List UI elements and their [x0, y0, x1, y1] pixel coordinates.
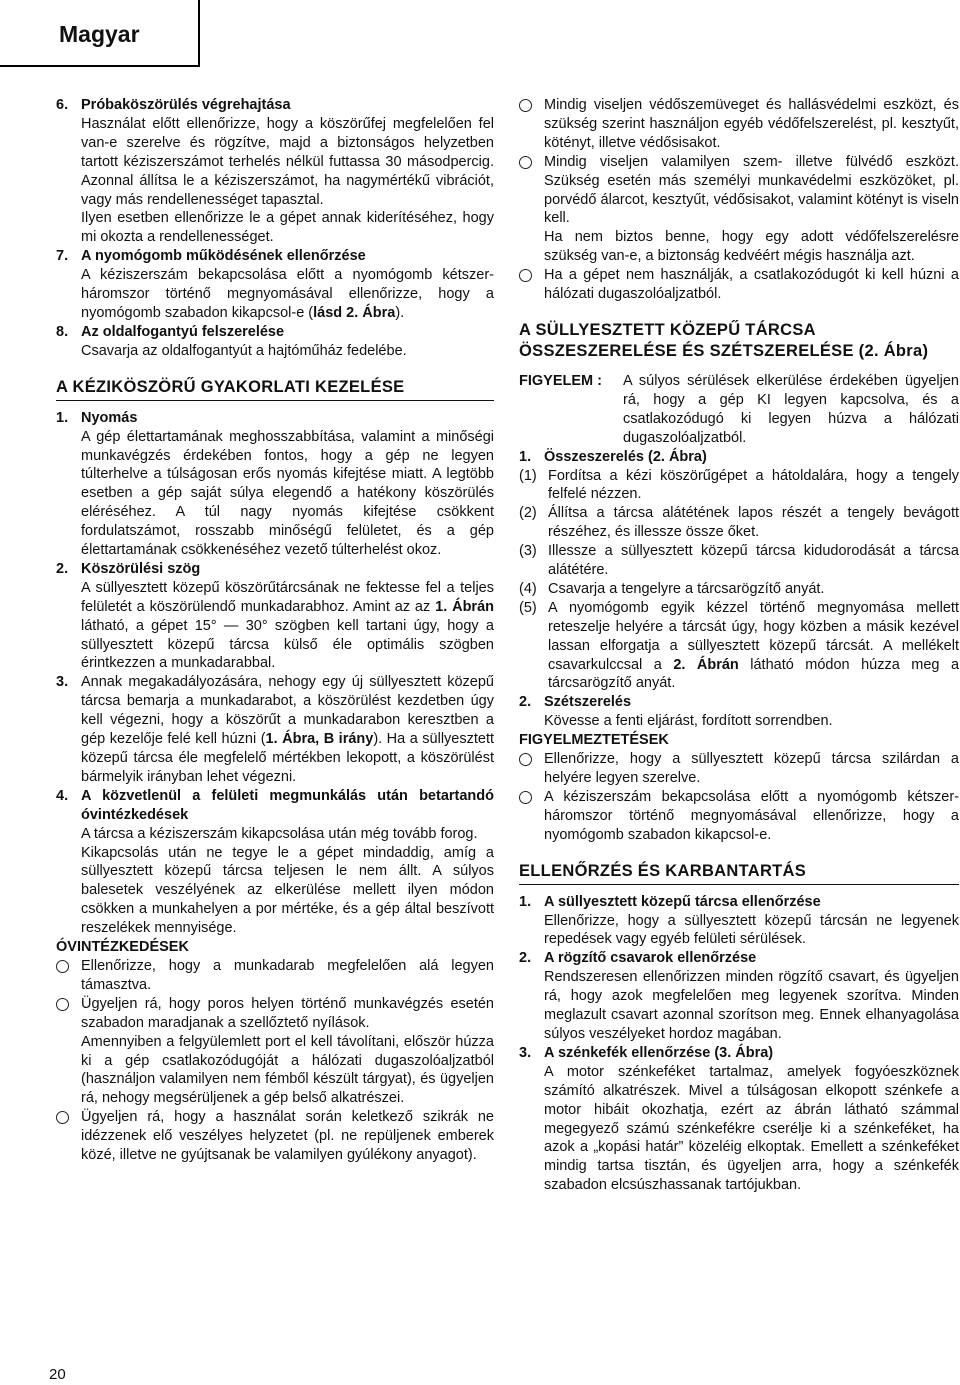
text-run: A kéziszerszám bekapcsolása előtt a nyomógomb kétszer-háromszor történő megnyomásával ellenőrizze, hogy a nyomógomb szabadon kikapcsol-e (: [81, 267, 494, 321]
circle-bullet-icon: [56, 1108, 81, 1165]
caution-item: [519, 788, 959, 845]
assembly-step: [519, 580, 959, 599]
circle-bullet-icon: [519, 96, 544, 153]
section-text: [81, 266, 494, 323]
assembly-step: [519, 542, 959, 580]
section-pressure: [56, 409, 494, 560]
step-text: Állítsa a tárcsa alátétének lapos részét a tengely bevágott részéhez, és illessze össze őket.: [548, 505, 959, 541]
safety-bullet: [519, 153, 959, 266]
caution-item: [519, 750, 959, 788]
figure-ref: 1. Ábrán: [435, 598, 495, 615]
text-run: ). Ha a süllyesztett közepű tárcsa éle megfelelő mértékben lekopott, a köszörülést bármelyik irányban lehet végezni.: [81, 731, 495, 785]
figure-ref: 2. Ábrán: [673, 656, 739, 673]
section-text: Ellenőrizze, hogy a süllyesztett közepű tárcsán ne legyenek repedések vagy egyéb felületi sérülések.: [544, 912, 959, 948]
section-title: A nyomógomb működésének ellenőrzése: [81, 248, 366, 265]
step-number: (3): [519, 543, 537, 560]
section-title: Próbaköszörülés végrehajtása: [81, 97, 291, 113]
section-disassembly: [519, 693, 959, 731]
section-number: 8.: [56, 323, 69, 340]
assembly-step: [519, 504, 959, 542]
step-text: Fordítsa a kézi köszörűgépet a hátoldalára, hogy a tengely felfelé nézzen.: [548, 467, 959, 503]
section-title: Szétszerelés: [544, 694, 632, 711]
language-tab: [0, 0, 200, 67]
heading-maintenance: ELLENŐRZÉS ÉS KARBANTARTÁS: [519, 861, 959, 885]
text-run: A nyomógomb egyik kézzel történő megnyomása mellett reteszelje helyére a tárcsát úgy, hogy közben a másik kezével lassan elforgatja a süllyesztett közepű tárcsát. A mellékelt csavarkulccsal a: [548, 599, 959, 673]
maintenance-item: [519, 893, 959, 950]
safety-text: Ha a gépet nem használják, a csatlakozódugót ki kell húzni a hálózati dugaszolóaljzatból.: [544, 267, 959, 303]
text-run: A süllyesztett közepű köszörűtárcsának ne fektesse fel a teljes felületét a köszörülendő munkadarabhoz. Amint az az: [81, 579, 494, 615]
section-title: A szénkefék ellenőrzése (3. Ábra): [544, 1044, 774, 1061]
section-number: 1.: [519, 448, 532, 465]
warning-text: A súlyos sérülések elkerülése érdekében ügyeljen rá, hogy a gép KI legyen kapcsolva, és a csatlakozódugó ki legyen húzva a hálózati dugaszolóaljzatból.: [623, 372, 959, 446]
section-text: A tárcsa a kéziszerszám kikapcsolása után még tovább forog.: [81, 825, 478, 842]
safety-bullet: [519, 266, 959, 304]
page-number: 20: [49, 1366, 66, 1383]
maintenance-item: [519, 1044, 959, 1195]
section-after-finishing: [56, 787, 494, 938]
section-text: Kikapcsolás után ne tegye le a gépet mindaddig, amíg a süllyesztett közepű tárcsa teljesen le nem állt. A súlyos balesetek veszélyének az elkerülése mellett ilyen módon csökken a munkahelyen a por mértéke, és a gép által beszívott reszelékek mennyisége.: [81, 844, 494, 937]
section-number: 1.: [56, 409, 69, 426]
section-number: 3.: [519, 1044, 532, 1061]
safety-text: Mindig viseljen védőszemüveget és hallásvédelmi eszközt, és szükség szerint használjon egyéb védőfelszerelést, pl. kesztyűt, kötényt, illetve védősisakot.: [544, 97, 959, 151]
precautions-title: ÓVINTÉZKEDÉSEK: [56, 939, 189, 956]
right-column: [519, 96, 959, 1195]
section-text: Kövesse a fenti eljárást, fordított sorrendben.: [544, 713, 833, 730]
circle-bullet-icon: [519, 266, 544, 304]
section-text: Ilyen esetben ellenőrizze le a gépet annak kiderítéséhez, hogy mi okozta a rendellenességet.: [81, 210, 494, 246]
precaution-item: [56, 1108, 494, 1165]
section-new-wheel: [56, 673, 494, 786]
assembly-step: [519, 467, 959, 505]
caution-text: A kéziszerszám bekapcsolása előtt a nyomógomb kétszer-háromszor történő megnyomásával ellenőrizze, hogy a nyomógomb szabadon kikapcsol-e.: [544, 788, 959, 843]
step-number: (4): [519, 580, 537, 597]
left-column: [56, 96, 494, 1165]
section-title: Összeszerelés (2. Ábra): [544, 448, 707, 465]
heading-assembly: A SÜLLYESZTETT KÖZEPŰ TÁRCSA ÖSSZESZERELÉSE ÉS SZÉTSZERELÉSE (2. Ábra): [519, 320, 929, 360]
step-number: (2): [519, 505, 537, 522]
text-run: látható, a gépet 15° — 30° szögben kell tartani úgy, hogy a süllyesztett közepű tárcsa külső éle optimális szögben érintkezzen a munkadarabbal.: [81, 617, 494, 672]
figure-ref: 1. Ábra, B irány: [265, 731, 374, 748]
section-text: Rendszeresen ellenőrizzen minden rögzítő csavart, és ügyeljen rá, hogy azok megfelelően meg legyenek szorítva. Minden meglazult csavart azonnal szorítson meg. Ennek elhanyagolása súlyos veszélyeket hordoz magában.: [544, 969, 959, 1042]
section-number: 4.: [56, 787, 69, 804]
section-text: A motor szénkeféket tartalmaz, amelyek fogyóeszköznek számító alkatrészek. Mivel a túlságosan elkopott szénkefe a motor hibáit okozhatja, ezért az ábrán látható számmal megegyező számú szénkefékre cserélje ki a szénkeféket, ha azok a „kopási határ” közeléig elkoptak. Emellett a szénkeféket mindig tartsa tisztán, és ügyeljen arra, hogy a szénkefék szabadon elcsúszhassanak tartójukban.: [544, 1063, 959, 1194]
section-text: Használat előtt ellenőrizze, hogy a köszörűfej megfelelően fel van-e szerelve és rögzítve, majd a biztonságos helyzetben tartott kéziszerszámot terhelés nélkül futtassa 30 másodpercig. Azonnal állítsa le a kéziszerszámot, ha nagymértékű vibrációt, vagy más rendellenességet tapasztal.: [81, 115, 494, 208]
section-number: 6.: [56, 97, 69, 113]
precaution-text: Ügyeljen rá, hogy a használat során keletkező szikrák ne idézzenek elő veszélyes helyzetet (pl. ne repüljenek emberek közé, illetve ne gyújtsanak be valamilyen gyúlékony anyagot).: [81, 1109, 494, 1164]
precaution-text: Ügyeljen rá, hogy poros helyen történő munkavégzés esetén szabadon maradjanak a szellőztető nyílások.: [81, 995, 494, 1031]
section-number: 1.: [519, 893, 532, 910]
section-text: [81, 579, 494, 674]
language-label: Magyar: [59, 21, 140, 47]
step-number: (1): [519, 467, 537, 484]
precaution-text: Amennyiben a felgyülemlett port el kell távolítani, először húzza ki a gép csatlakozódugóját a hálózati dugaszolóaljzatból (használjon valamilyen nem fémből készült tárgyat), és ügyeljen rá, nehogy megsérüljenek a gép belső alkatrészei.: [81, 1033, 494, 1107]
warning-label: FIGYELEM :: [519, 372, 602, 389]
section-number: 2.: [519, 694, 532, 711]
section-number: 2.: [56, 560, 69, 577]
section-title: A közvetlenül a felületi megmunkálás után betartandó óvintézkedések: [81, 787, 494, 823]
warning-block: [519, 372, 959, 448]
step-text: Csavarja a tengelyre a tárcsarögzítő anyát.: [548, 580, 825, 597]
precaution-text: Ellenőrizze, hogy a munkadarab megfelelően alá legyen támasztva.: [81, 957, 494, 993]
figure-ref: lásd 2. Ábra: [313, 304, 396, 321]
heading-practical-use: A KÉZIKÖSZÖRŰ GYAKORLATI KEZELÉSE: [56, 377, 494, 401]
text-run: Annak megakadályozására, nehogy egy új süllyesztett közepű tárcsa bemarja a munkadarabot, a köszörülést kezdetben úgy kell végezni, hogy a köszörűt a munkadarabon keresztben a gép kezelője felé kell húzni (: [81, 674, 494, 748]
circle-bullet-icon: [519, 788, 544, 845]
section-title: Köszörülési szög: [81, 560, 201, 577]
caution-text: Ellenőrizze, hogy a süllyesztett közepű tárcsa szilárdan a helyére legyen szerelve.: [544, 751, 959, 786]
maintenance-item: [519, 949, 959, 1044]
section-number: 3.: [56, 674, 69, 691]
section-title: A rögzítő csavarok ellenőrzése: [544, 950, 757, 967]
section-assembly: [519, 448, 959, 467]
step-number: (5): [519, 599, 537, 616]
section-text: [81, 673, 494, 786]
step-text: Illessze a süllyesztett közepű tárcsa kidudorodását a tárcsa alátétére.: [548, 543, 959, 579]
section-number: 7.: [56, 248, 69, 265]
section-text: A gép élettartamának meghosszabbítása, valamint a minőségi munkavégzés érdekében fontos, hogy a gép ne legyen túlterhelve a túlságosan erős nyomás kifejtése miatt. A legtöbb esetben a gép saját súlya elegendő a hatékony köszörülés eléréséhez. A túl nagy nyomás kifejtése csökkent fordulatszámot, rosszabb minőségű felületet, és a gép élettartamának csökkenéséhez vezető túlterhelést okoz.: [81, 428, 494, 559]
circle-bullet-icon: [519, 750, 544, 788]
section-test-grinding: [56, 96, 494, 247]
step-text: [548, 599, 959, 694]
section-button-check: [56, 247, 494, 323]
safety-bullet: [519, 96, 959, 153]
section-number: 2.: [519, 950, 532, 967]
section-grinding-angle: [56, 560, 494, 673]
precaution-item: [56, 995, 494, 1108]
circle-bullet-icon: [56, 995, 81, 1108]
section-title: Nyomás: [81, 409, 138, 426]
circle-bullet-icon: [519, 153, 544, 266]
text-run: látható módon húzza meg a tárcsarögzítő anyát.: [548, 656, 960, 692]
assembly-step: [519, 599, 959, 694]
safety-text: Ha nem biztos benne, hogy egy adott védőfelszerelésre szükség van-e, a biztonság kedvéért mégis használja azt.: [544, 229, 959, 265]
safety-text: Mindig viseljen valamilyen szem- illetve fülvédő eszközt. Szükség esetén más személyi munkavédelmi eszközöket, pl. porvédő álarcot, kesztyűt, védősisakot, valamint kötényt is viseln kell.: [544, 153, 959, 227]
section-text: Csavarja az oldalfogantyút a hajtóműház fedelébe.: [81, 342, 407, 359]
section-title: Az oldalfogantyú felszerelése: [81, 323, 285, 340]
caution-title: FIGYELMEZTETÉSEK: [519, 732, 669, 749]
precaution-item: [56, 957, 494, 995]
circle-bullet-icon: [56, 957, 81, 995]
text-run: ).: [395, 304, 405, 321]
section-title: A süllyesztett közepű tárcsa ellenőrzése: [544, 893, 821, 910]
section-side-handle: [56, 323, 494, 361]
